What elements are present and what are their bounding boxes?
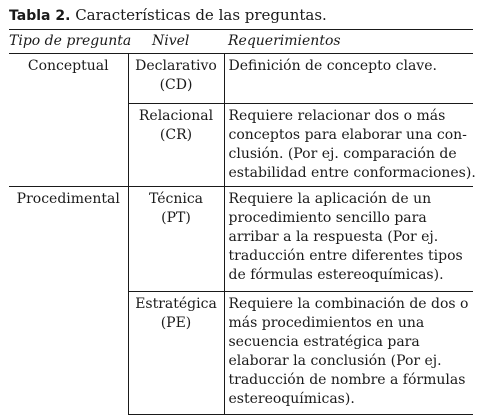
question-type-cell: Procedimental xyxy=(9,187,128,415)
requirement-line: más procedimientos en una xyxy=(228,315,425,331)
requirement-line: Definición de concepto clave. xyxy=(228,58,437,74)
level-name: Estratégica xyxy=(135,296,217,312)
level-name: Declarativo xyxy=(135,58,217,74)
table-caption xyxy=(9,6,473,26)
header-row xyxy=(9,30,473,54)
requirement-cell xyxy=(224,104,476,187)
requirement-line: traducción entre diferentes tipos xyxy=(228,248,463,264)
table-body xyxy=(9,54,476,415)
requirement-line: Requiere la combinación de dos o xyxy=(228,296,469,312)
level-cell xyxy=(128,292,224,415)
level-code: (PE) xyxy=(160,315,192,331)
table-caption-label: Tabla 2. xyxy=(9,8,71,24)
requirement-line: de fórmulas estereoquímicas). xyxy=(228,267,444,283)
requirement-line: clusión. (Por ej. comparación de xyxy=(228,146,457,162)
level-name: Técnica xyxy=(148,191,204,207)
level-code: (CR) xyxy=(159,127,193,143)
level-code: (CD) xyxy=(159,77,193,93)
header-level: Nivel xyxy=(128,30,224,54)
level-cell xyxy=(128,104,224,187)
level-code: (PT) xyxy=(161,210,191,226)
table-caption-text: Características de las preguntas. xyxy=(75,6,327,24)
level-cell xyxy=(128,54,224,104)
requirement-line: elaborar la conclusión (Por ej. xyxy=(228,353,442,369)
header-requirements: Requerimientos xyxy=(224,30,473,54)
level-cell xyxy=(128,187,224,292)
requirement-line: secuencia estratégica para xyxy=(228,334,420,350)
requirement-line: estereoquímicas). xyxy=(228,391,355,407)
requirement-line: conceptos para elaborar una con- xyxy=(228,127,467,143)
question-type-cell: Conceptual xyxy=(27,58,109,74)
level-name: Relacional xyxy=(138,108,214,124)
requirement-cell xyxy=(224,292,473,415)
requirement-line: traducción de nombre a fórmulas xyxy=(228,372,466,388)
table-row xyxy=(9,187,473,292)
requirement-cell xyxy=(224,54,473,104)
requirement-line: estabilidad entre conformaciones). xyxy=(228,165,476,181)
table-row xyxy=(9,54,473,104)
requirement-line: Requiere la aplicación de un xyxy=(228,191,432,207)
table-header xyxy=(9,30,473,54)
question-characteristics-table xyxy=(9,29,476,415)
requirement-line: arribar a la respuesta (Por ej. xyxy=(228,229,439,245)
requirement-line: procedimiento sencillo para xyxy=(228,210,427,226)
requirement-cell xyxy=(224,187,473,292)
header-question-type: Tipo de pregunta xyxy=(9,30,128,54)
requirement-line: Requiere relacionar dos o más xyxy=(228,108,446,124)
